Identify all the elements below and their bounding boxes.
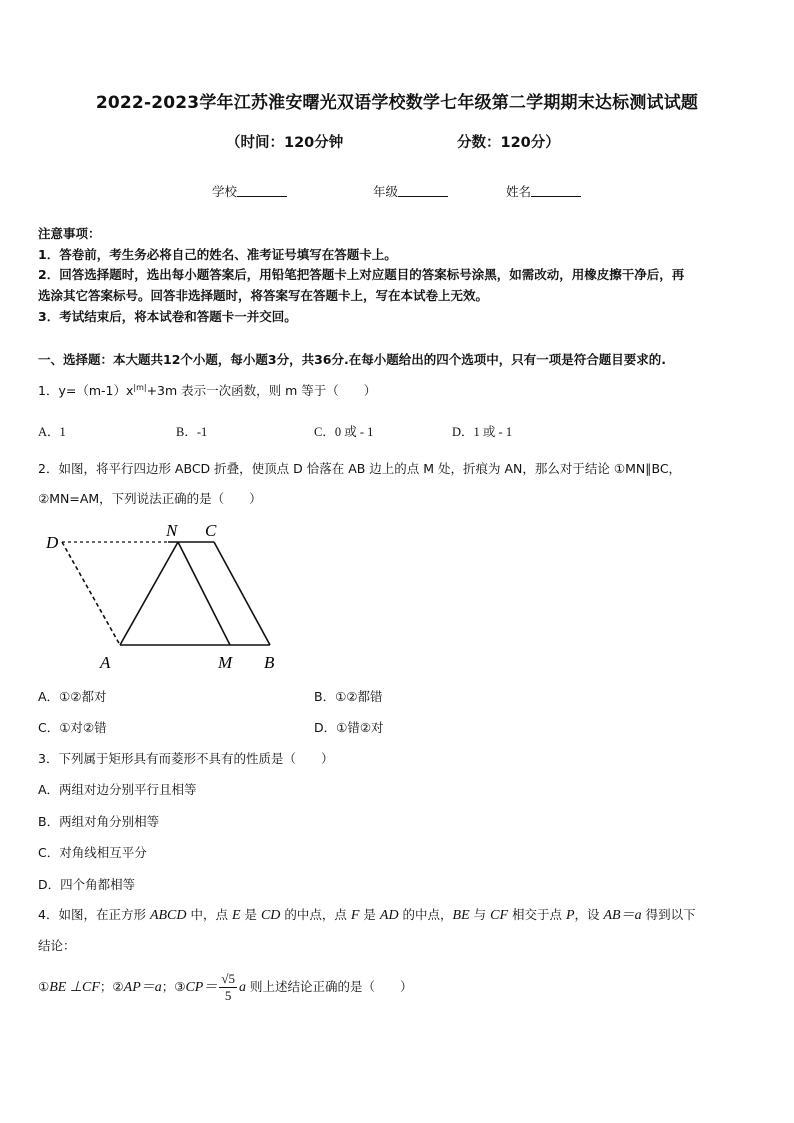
question-4-line-1: 4．如图，在正方形 ABCD 中，点 E 是 CD 的中点，点 F 是 AD 的中点，BE 与 CF 相交于点 P，设 AB＝a 得到以下 [38, 907, 696, 923]
question-3-stem: 3．下列属于矩形具有而菱形不具有的性质是（ ） [38, 751, 334, 766]
q3-option-b: B．两组对角分别相等 [38, 814, 160, 829]
label-m: M [218, 653, 233, 672]
notice-item-1: 1．答卷前，考生务必将自己的姓名、准考证号填写在答题卡上。 [38, 247, 397, 262]
label-a: A [100, 653, 111, 672]
q1-option-a: A．1 [38, 425, 66, 439]
q1-option-d: D．1 或 - 1 [452, 425, 513, 439]
section-heading: 一、选择题：本大题共12个小题，每小题3分，共36分.在每小题给出的四个选项中，只有一项是符合题目要求的. [38, 352, 666, 367]
q3-option-d: D．四个角都相等 [38, 877, 136, 892]
label-c: C [205, 521, 217, 540]
question-4-line-2: 结论： [38, 938, 76, 953]
q3-option-a: A．两组对边分别平行且相等 [38, 782, 197, 797]
page-title: 2022-2023学年江苏淮安曙光双语学校数学七年级第二学期期末达标测试试题 [95, 93, 699, 113]
school-field: 学校 [212, 182, 287, 200]
notice-heading: 注意事项： [38, 226, 101, 241]
q2-option-b: B．①②都错 [314, 689, 383, 704]
notice-item-2-cont: 选涂其它答案标号。回答非选择题时，将答案写在答题卡上，写在本试卷上无效。 [38, 288, 489, 303]
q1-option-c: C．0 或 - 1 [314, 425, 374, 439]
exam-time: （时间：120分钟 [226, 135, 344, 151]
label-n: N [166, 521, 178, 540]
dashed-line-da [62, 542, 120, 645]
q2-option-d: D．①错②对 [314, 720, 384, 735]
fold-line-an [120, 542, 178, 645]
q3-option-c: C．对角线相互平分 [38, 845, 147, 860]
q2-option-a: A．①②都对 [38, 689, 107, 704]
grade-blank [398, 184, 448, 197]
name-field: 姓名 [506, 182, 581, 200]
question-4-conclusions: ①BE ⊥CF；②AP＝a；③CP＝ $\frac{√5}{5}$ a 则上述结论正确的是（ ） [38, 971, 413, 1003]
q1-option-b: B．-1 [176, 425, 208, 439]
parallelogram-figure [38, 520, 298, 680]
question-1-stem: 1．$y=(m-1)x^{|m|}+3m$ 表示一次函数，则 m 等于（ ） [38, 382, 377, 398]
fraction-sqrt5-over-5: $\frac{√5}{5}$ [221, 971, 235, 1003]
school-blank [237, 184, 287, 197]
notice-item-3: 3．考试结束后，将本试卷和答题卡一并交回。 [38, 309, 297, 324]
exam-score: 分数：120分） [457, 135, 560, 151]
name-blank [531, 184, 581, 197]
question-2-line-2: ②MN=AM，下列说法正确的是（ ） [38, 491, 262, 506]
notice-item-2: 2．回答选择题时，选出每小题答案后，用铅笔把答题卡上对应题目的答案标号涂黑，如需改动，用橡皮擦干净后，再 [38, 267, 685, 282]
label-b: B [264, 653, 275, 672]
q2-option-c: C．①对②错 [38, 720, 107, 735]
question-2-line-1: 2．如图，将平行四边形 ABCD 折叠，使顶点 D 恰落在 AB 边上的点 M 处，折痕为 AN，那么对于结论 ①MN∥BC， [38, 461, 682, 476]
grade-field: 年级 [373, 182, 448, 200]
label-d: D [46, 533, 59, 552]
